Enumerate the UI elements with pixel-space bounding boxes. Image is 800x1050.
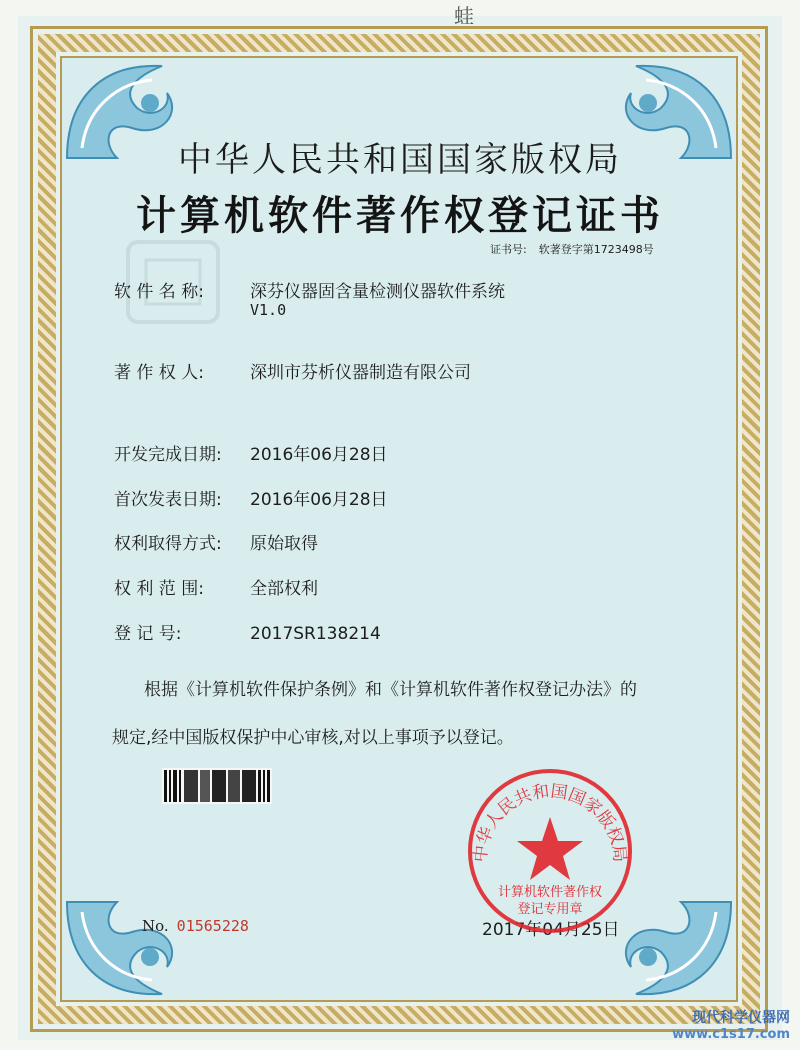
statement-text-1: 根据《计算机软件保护条例》和《计算机软件著作权登记办法》的 [144, 680, 637, 700]
field-value: 2017SR138214 [250, 624, 381, 644]
site-watermark [672, 1007, 790, 1042]
certificate-number [490, 241, 654, 257]
serial-value: 01565228 [176, 917, 249, 935]
issue-date: 2017年04月25日 [482, 920, 620, 940]
cert-no-label: 证书号: [490, 243, 527, 256]
field-value: 全部权利 [250, 579, 318, 599]
field-label: 权利取得方式: [114, 534, 222, 554]
statement-line-2: 规定,经中国版权保护中心审核,对以上事项予以登记。 [112, 728, 514, 748]
field-label: 首次发表日期: [114, 490, 222, 510]
field-value: 深芬仪器固含量检测仪器软件系统 [250, 282, 505, 302]
field-value: 2016年06月28日 [250, 445, 388, 465]
watermark-line2: www.c1s17.com [672, 1027, 790, 1042]
field-value: 深圳市芬析仪器制造有限公司 [250, 363, 471, 383]
serial-label: No. [142, 917, 169, 935]
field-label: 软 件 名 称: [114, 282, 204, 302]
field-publication-date [114, 485, 388, 510]
issuer-title: 中华人民共和国国家版权局 [178, 140, 622, 180]
field-software-name [114, 277, 505, 319]
field-copyright-owner [114, 358, 471, 383]
cert-no-value: 软著登字第1723498号 [538, 243, 654, 256]
seal-outer-text: 中华人民共和国国家版权局 [470, 781, 630, 864]
field-label: 登 记 号: [114, 624, 182, 644]
certificate-title: 计算机软件著作权登记证书 [136, 193, 664, 239]
field-value-version: V1.0 [250, 301, 287, 319]
official-seal-icon [464, 765, 636, 937]
statement-line-1 [112, 665, 712, 715]
serial-number [142, 917, 249, 935]
field-acquisition-method [114, 529, 318, 554]
handwritten-mark: 蛙 [454, 4, 474, 28]
field-rights-scope [114, 574, 318, 599]
watermark-line1: 现代科学仪器网 [692, 1010, 790, 1026]
field-label: 开发完成日期: [114, 445, 222, 465]
field-label: 权 利 范 围: [114, 579, 204, 599]
field-value: 原始取得 [250, 534, 318, 554]
seal-inner-line2: 登记专用章 [517, 902, 583, 917]
bottom-left-ornament-icon [62, 892, 192, 1002]
field-label: 著 作 权 人: [114, 363, 204, 383]
barcode-icon [162, 768, 272, 804]
field-registration-number [114, 619, 381, 644]
seal-inner-line1: 计算机软件著作权 [497, 885, 603, 900]
field-value: 2016年06月28日 [250, 490, 388, 510]
field-completion-date [114, 440, 388, 465]
